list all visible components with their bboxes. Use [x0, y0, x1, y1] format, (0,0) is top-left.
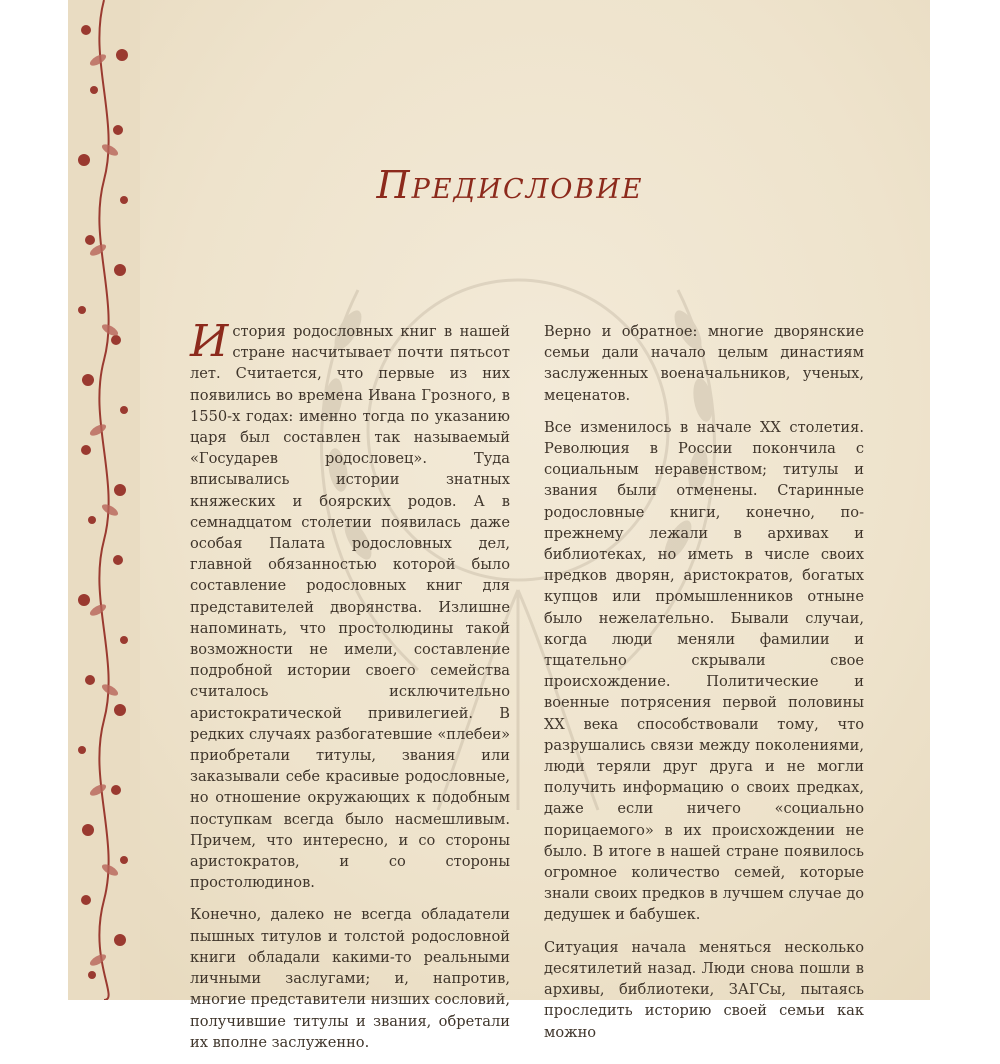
- paragraph: Ситуация начала меняться несколько десятилетий назад. Люди снова пошли в архивы, библиотеки, ЗАГСы, пытаясь проследить историю своей семьи как можно: [544, 938, 864, 1041]
- paragraph-text: стория родословных книг в нашей стране насчитывает почти пятьсот лет. Считается, что первые из них появились во времена Ивана Грозного, в 1550-х годах: именно тогда по указанию царя был составлен так называемый «Государев родословец». Туда вписывались истории знатных княжеских и боярских родов. А в семнадцатом столетии появилась даже особая Палата родословных дел, главной обязанностью которой было составление родословных книг для представителей дворянства. Излишне напоминать, что простолюдины такой возможности не имели, составление подробной истории своего семейства считалось исключительно аристократической привилегией. В редких случаях разбогатевшие «плебеи» приобретали титулы, звания или заказывали себе красивые родословные, но отношение окружающих к подобным поступкам всегда было насмешливым. Причем, что интересно, и со стороны аристократов, и со стороны простолюдинов.: [190, 323, 510, 892]
- floral-border-ornament: [68, 0, 140, 1000]
- left-text-column: [190, 316, 510, 1064]
- right-text-column: [544, 321, 864, 1054]
- paragraph: Все изменилось в начале XX столетия. Революция в России покончила с социальным неравенством; титулы и звания были отменены. Старинные родословные книги, конечно, по-прежнему лежали в архивах и библиотеках, но иметь в числе своих предков дворян, аристократов, богатых купцов или промышленников отныне было нежелательно. Бывали случаи, когда люди меняли фамилии и тщательно скрывали свое происхождение. Политические и военные потрясения первой половины XX века способствовали тому, что разрушались связи между поколениями, люди теряли друг друга и не могли получить информацию о своих предках, даже если ничего «социально порицаемого» в их происхождении не было. В итоге в нашей стране появилось огромное количество семей, которые знали своих предков в лучшем случае до дедушек и бабушек.: [544, 418, 864, 924]
- page-title: Предисловие: [376, 163, 644, 207]
- paragraph: [190, 316, 510, 893]
- paragraph: Конечно, далеко не всегда обладатели пышных титулов и толстой родословной книги обладали какими-то реальными личными заслугами; и, напротив, многие представители низших сословий, получившие титулы и звания, обретали их вполне заслуженно.: [190, 906, 510, 1051]
- paragraph: Верно и обратное: многие дворянские семьи дали начало целым династиям заслуженных военачальников, ученых, меценатов.: [544, 323, 864, 404]
- drop-cap: И: [190, 316, 229, 367]
